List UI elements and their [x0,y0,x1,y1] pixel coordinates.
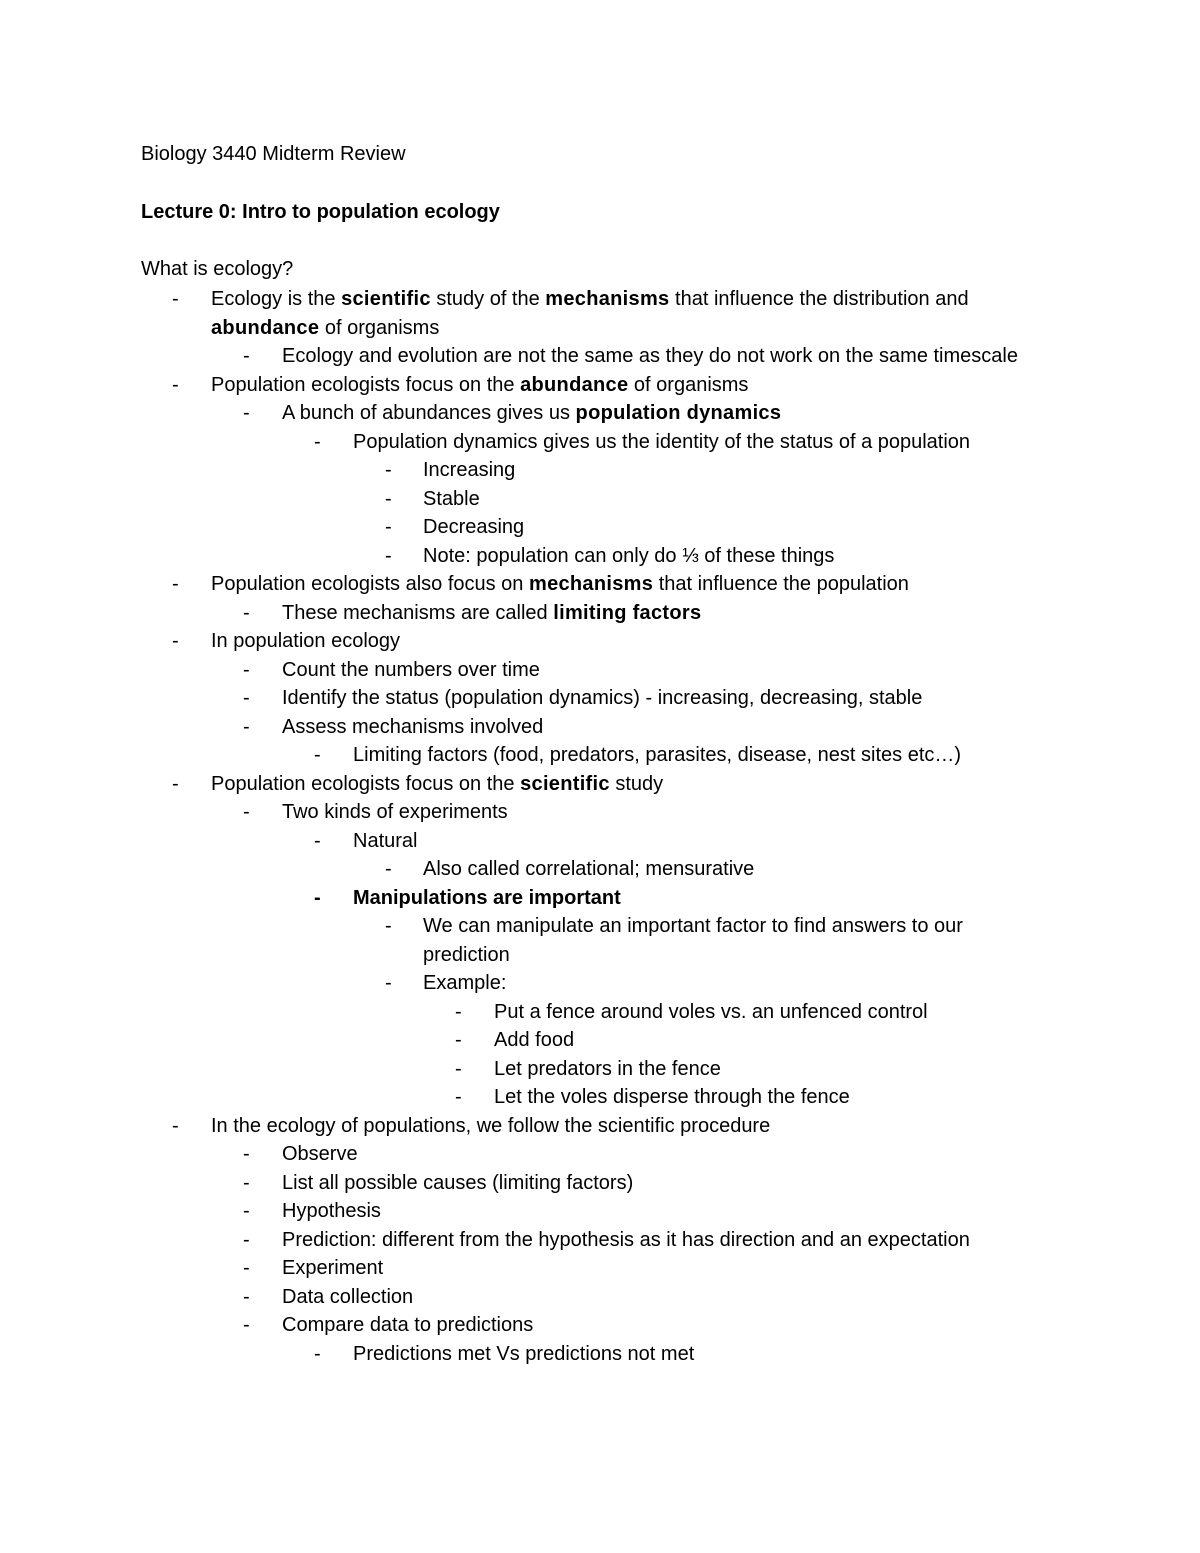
outline-item-text [423,485,1043,514]
text-segment: We can manipulate an important factor to find answers to our prediction [423,915,963,966]
bullet-dash: - [385,544,392,567]
text-segment: List all possible causes (limiting factors) [282,1171,634,1194]
bullet-dash: - [385,858,392,880]
bullet-dash: - [243,1285,250,1308]
outline-item [0,1311,1200,1340]
outline-item [0,713,1200,742]
document-title: Biology 3440 Midterm Review [141,143,406,165]
outline-item-text [282,1169,1042,1198]
outline-item-text [282,1283,1042,1312]
outline-item-text [494,998,1044,1027]
outline-item [0,1197,1200,1226]
text-segment: Put a fence around voles vs. an unfenced control [494,1000,928,1023]
outline-item-text [282,1226,1042,1255]
outline-item-text [282,599,1042,628]
text-segment: Natural [353,829,418,852]
outline-item [0,599,1200,628]
text-segment: Example: [423,972,507,994]
outline-item-text [423,513,1043,542]
bullet-dash: - [385,516,392,538]
outline-item-text [282,1140,1042,1169]
outline-item [0,1140,1200,1169]
outline-item [0,1254,1200,1283]
text-segment: Two kinds of experiments [282,801,508,823]
text-segment: Decreasing [423,516,525,538]
bullet-dash: - [172,1114,179,1137]
bullet-dash: - [455,1000,462,1023]
outline-item-text [353,428,1043,457]
outline-item-text [211,285,1041,342]
outline-item [0,884,1200,913]
text-segment: Let predators in the fence [494,1057,721,1080]
outline-item-text [282,656,1042,685]
bullet-dash: - [172,373,179,396]
bullet-dash: - [385,915,392,937]
bullet-dash: - [455,1057,462,1080]
bullet-dash: - [172,288,179,310]
outline-item-text [282,1197,1042,1226]
outline-item-text [494,1055,1044,1084]
text-segment: Manipulations are important [353,886,621,909]
text-segment: of organisms [319,316,440,339]
text-segment: Let the voles disperse through the fence [494,1086,850,1108]
bullet-dash: - [243,1257,250,1279]
outline-item [0,627,1200,656]
bold-term: limiting factors [553,601,702,624]
text-segment: that influence the population [653,573,909,595]
outline-item [0,1169,1200,1198]
text-segment: Add food [494,1029,575,1051]
bold-term: abundance [211,316,320,339]
outline-item-text [211,570,1041,599]
bold-term: mechanisms [545,288,670,310]
text-segment: Assess mechanisms involved [282,715,544,738]
bullet-dash: - [455,1029,462,1051]
outline-item-text [282,798,1042,827]
outline-item-text [282,684,1042,713]
bullet-dash: - [243,1171,250,1194]
bullet-dash: - [243,687,250,709]
bullet-dash: - [243,1200,250,1222]
text-segment: Predictions met Vs predictions not met [353,1342,695,1365]
text-segment: Population ecologists focus on the [211,772,521,795]
outline-item [0,998,1200,1027]
text-segment: Count the numbers over time [282,658,540,681]
outline-item-text [211,770,1041,799]
bullet-dash: - [172,573,179,595]
outline-item [0,570,1200,599]
bullet-dash: - [243,1314,250,1336]
text-segment: Identify the status (population dynamics) - increasing, decreasing, stable [282,687,923,709]
outline-item-text [211,371,1041,400]
outline-item [0,485,1200,514]
outline-item [0,513,1200,542]
outline-item [0,912,1200,969]
outline-item-text [494,1083,1044,1112]
text-segment: Observe [282,1143,358,1165]
bullet-dash: - [243,402,250,424]
text-segment: study of the [430,288,546,310]
outline-item [0,1226,1200,1255]
outline-item-text [353,827,1043,856]
outline-item [0,1026,1200,1055]
outline-item-text [423,855,1043,884]
outline-item [0,428,1200,457]
bullet-dash: - [243,345,250,367]
text-segment: Limiting factors (food, predators, parasites, disease, nest sites etc…) [353,744,962,766]
section-heading: Lecture 0: Intro to population ecology [141,201,500,223]
outline-item-text [211,627,1041,656]
bold-term: abundance [520,373,629,396]
outline-item [0,656,1200,685]
text-segment: Compare data to predictions [282,1314,534,1336]
text-segment: In the ecology of populations, we follow the scientific procedure [211,1114,771,1137]
text-segment: Population ecologists also focus on [211,573,529,595]
bold-term: scientific [520,772,610,795]
text-segment: Also called correlational; mensurative [423,858,755,880]
text-segment: Note: population can only do ⅓ of these things [423,544,835,567]
outline-item [0,1055,1200,1084]
text-segment: Prediction: different from the hypothesis as it has direction and an expectation [282,1228,970,1251]
outline-item [0,855,1200,884]
bullet-dash: - [314,1342,321,1365]
outline-item [0,770,1200,799]
outline-item [0,1340,1200,1369]
text-segment: A bunch of abundances gives us [282,402,576,424]
bullet-outline [0,285,1200,1368]
outline-item [0,399,1200,428]
outline-item-text [211,1112,1041,1141]
bullet-dash: - [385,459,392,481]
bullet-dash: - [243,1143,250,1165]
text-segment: Population ecologists focus on the [211,373,521,396]
text-segment: Ecology and evolution are not the same as they do not work on the same timescale [282,345,1018,367]
outline-item [0,798,1200,827]
bullet-dash: - [385,487,392,510]
text-segment: These mechanisms are called [282,601,554,624]
outline-item-text [282,1254,1042,1283]
text-segment: of organisms [628,373,749,396]
text-segment: study [609,772,664,795]
bullet-dash: - [172,772,179,795]
text-segment: Stable [423,487,480,510]
outline-item-text [353,884,1043,913]
bullet-dash: - [385,972,392,994]
outline-item-text [423,969,1043,998]
bullet-dash: - [314,829,321,852]
bullet-dash: - [243,658,250,681]
outline-item [0,827,1200,856]
bullet-dash: - [314,430,321,453]
outline-item [0,969,1200,998]
outline-item-text [494,1026,1044,1055]
text-segment: Experiment [282,1257,384,1279]
outline-item [0,456,1200,485]
outline-item [0,684,1200,713]
outline-item [0,542,1200,571]
outline-item [0,1083,1200,1112]
bullet-dash: - [243,1228,250,1251]
text-segment: Ecology is the [211,288,342,310]
outline-item [0,371,1200,400]
text-segment: Population dynamics gives us the identity of the status of a population [353,430,971,453]
bullet-dash: - [243,715,250,738]
bullet-dash: - [314,886,321,909]
bullet-dash: - [243,601,250,624]
outline-item-text [282,713,1042,742]
text-segment: Increasing [423,459,516,481]
outline-item-text [282,1311,1042,1340]
outline-item-text [282,342,1042,371]
question-heading: What is ecology? [141,258,294,280]
text-segment: Hypothesis [282,1200,381,1222]
outline-item [0,342,1200,371]
bullet-dash: - [455,1086,462,1108]
outline-item-text [423,542,1043,571]
text-segment: Data collection [282,1285,414,1308]
bullet-dash: - [172,630,179,652]
outline-item-text [353,741,1043,770]
outline-item [0,741,1200,770]
outline-item-text [282,399,1042,428]
bold-term: population dynamics [575,402,782,424]
bullet-dash: - [243,801,250,823]
text-segment: In population ecology [211,630,401,652]
outline-item [0,1112,1200,1141]
bold-term: scientific [341,288,431,310]
outline-item [0,1283,1200,1312]
outline-item-text [353,1340,1043,1369]
bullet-dash: - [314,744,321,766]
bold-term: mechanisms [528,573,654,595]
text-segment: that influence the distribution and [669,288,969,310]
outline-item [0,285,1200,342]
outline-item-text [423,912,1043,969]
outline-item-text [423,456,1043,485]
